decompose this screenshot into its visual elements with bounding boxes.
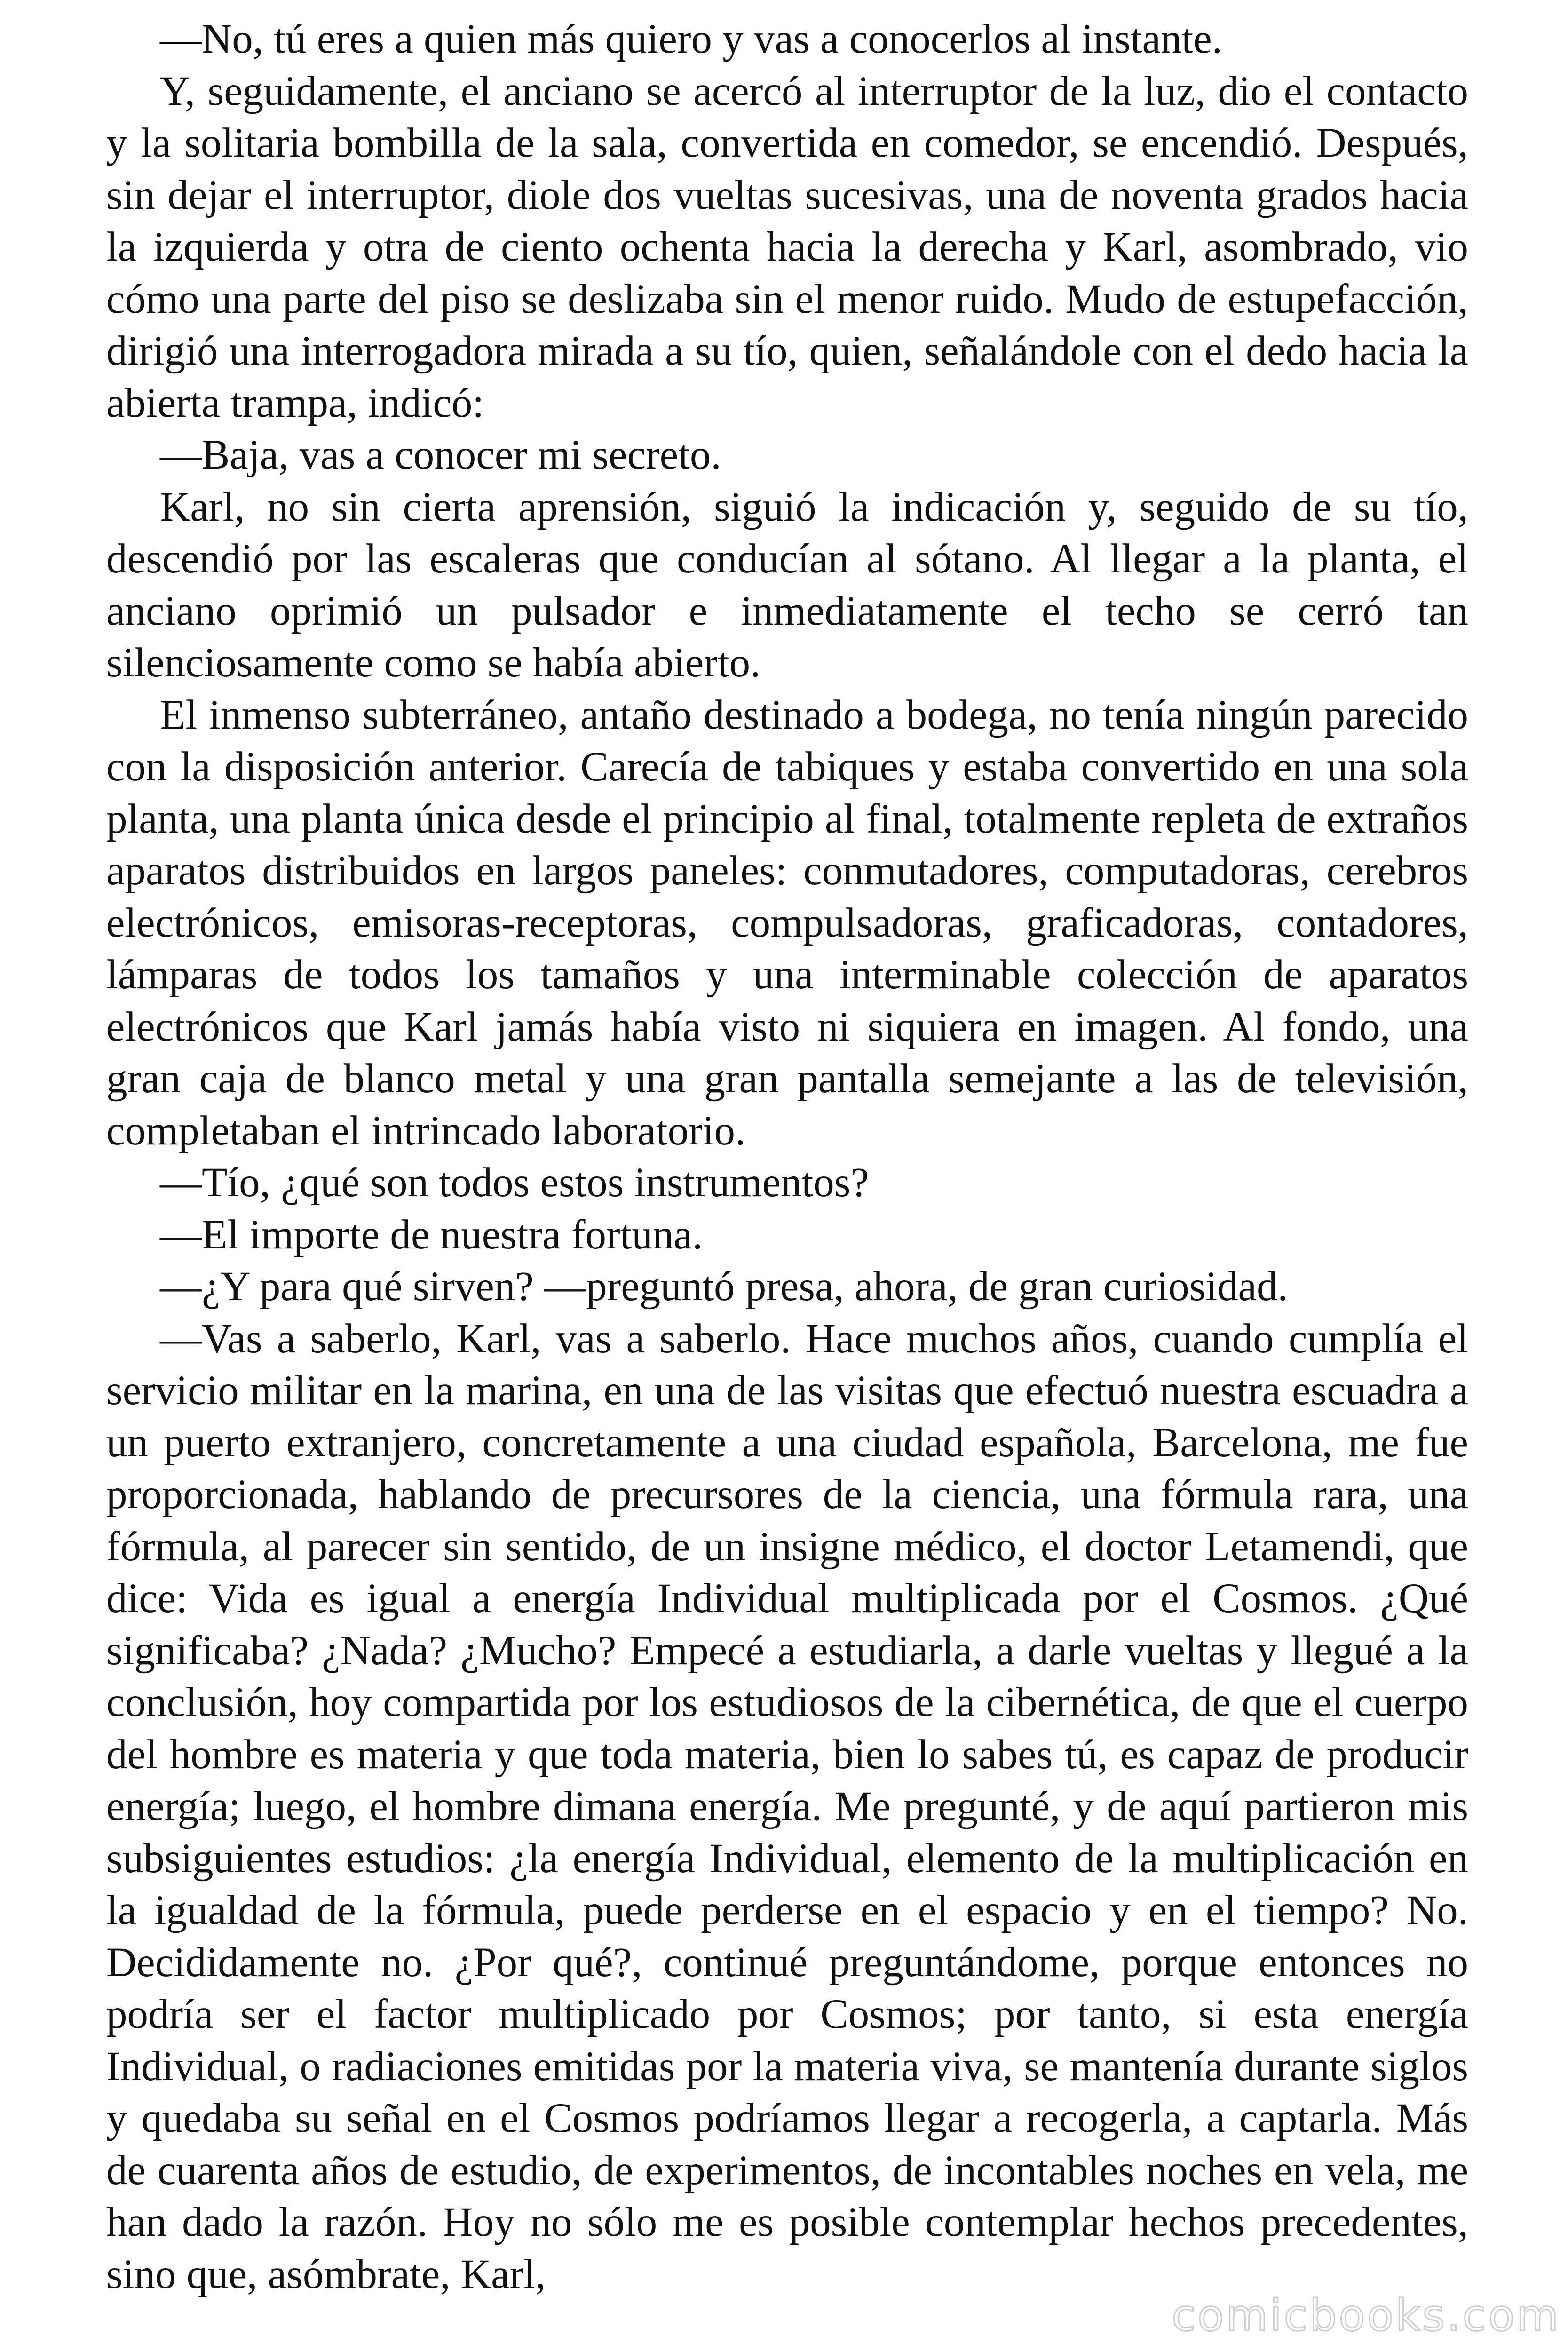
paragraph: —¿Y para qué sirven? —preguntó presa, ahora, de gran curiosidad.	[160, 1263, 1288, 1310]
paragraph: —Baja, vas a conocer mi secreto.	[160, 432, 721, 478]
watermark: comicbooks.com	[1172, 2290, 1560, 2341]
paragraph: —Tío, ¿qué son todos estos instrumentos?	[160, 1160, 869, 1206]
page-text	[106, 13, 1468, 2300]
paragraph: —No, tú eres a quien más quiero y vas a conocerlos al instante.	[160, 16, 1222, 62]
paragraph: —Vas a saberlo, Karl, vas a saberlo. Hace muchos años, cuando cumplía el servicio militar en la marina, en una de las visitas que efectuó nuestra escuadra a un puerto extranjero, concretamente a una ciudad española, Barcelona, me fue proporcionada, hablando de precursores de la ciencia, una fórmula rara, una fórmula, al parecer sin sentido, de un insigne médico, el doctor Letamendi, que dice: Vida es igual a energía Individual multiplicada por el Cosmos. ¿Qué significaba? ¿Nada? ¿Mucho? Empecé a estudiarla, a darle vueltas y llegué a la conclusión, hoy compartida por los estudiosos de la cibernética, de que el cuerpo del hombre es materia y que toda materia, bien lo sabes tú, es capaz de producir energía; luego, el hombre dimana energía. Me pregunté, y de aquí partieron mis subsiguientes estudios: ¿la energía Individual, elemento de la multiplicación en la igualdad de la fórmula, puede perderse en el espacio y en el tiempo? No. Decididamente no. ¿Por qué?, continué preguntándome, porque entonces no podría ser el factor multiplicado por Cosmos; por tanto, si esta energía Individual, o radiaciones emitidas por la materia viva, se mantenía durante siglos y quedaba su señal en el Cosmos podríamos llegar a recogerla, a captarla. Más de cuarenta años de estudio, de experimentos, de incontables noches en vela, me han dado la razón. Hoy no sólo me es posible contemplar hechos precedentes, sino que, asómbrate, Karl,	[106, 1315, 1468, 2297]
paragraph: Karl, no sin cierta aprensión, siguió la indicación y, seguido de su tío, descendió por las escaleras que conducían al sótano. Al llegar a la planta, el anciano oprimió un pulsador e inmediatamente el techo se cerró tan silenciosamente como se había abierto.	[106, 484, 1468, 686]
paragraph: El inmenso subterráneo, antaño destinado a bodega, no tenía ningún parecido con la disposición anterior. Carecía de tabiques y estaba convertido en una sola planta, una planta única desde el principio al final, totalmente repleta de extraños aparatos distribuidos en largos paneles: conmutadores, computadoras, cerebros electrónicos, emisoras-receptoras, compulsadoras, graficadoras, contadores, lámparas de todos los tamaños y una interminable colección de aparatos electrónicos que Karl jamás había visto ni siquiera en imagen. Al fondo, una gran caja de blanco metal y una gran pantalla semejante a las de televisión, completaban el intrincado laboratorio.	[106, 691, 1468, 1154]
paragraph: Y, seguidamente, el anciano se acercó al interruptor de la luz, dio el contacto y la solitaria bombilla de la sala, convertida en comedor, se encendió. Después, sin dejar el interruptor, diole dos vueltas sucesivas, una de noventa grados hacia la izquierda y otra de ciento ochenta hacia la derecha y Karl, asombrado, vio cómo una parte del piso se deslizaba sin el menor ruido. Mudo de estupefacción, dirigió una interrogadora mirada a su tío, quien, señalándole con el dedo hacia la abierta trampa, indicó:	[106, 68, 1468, 426]
paragraph: —El importe de nuestra fortuna.	[160, 1211, 703, 1258]
